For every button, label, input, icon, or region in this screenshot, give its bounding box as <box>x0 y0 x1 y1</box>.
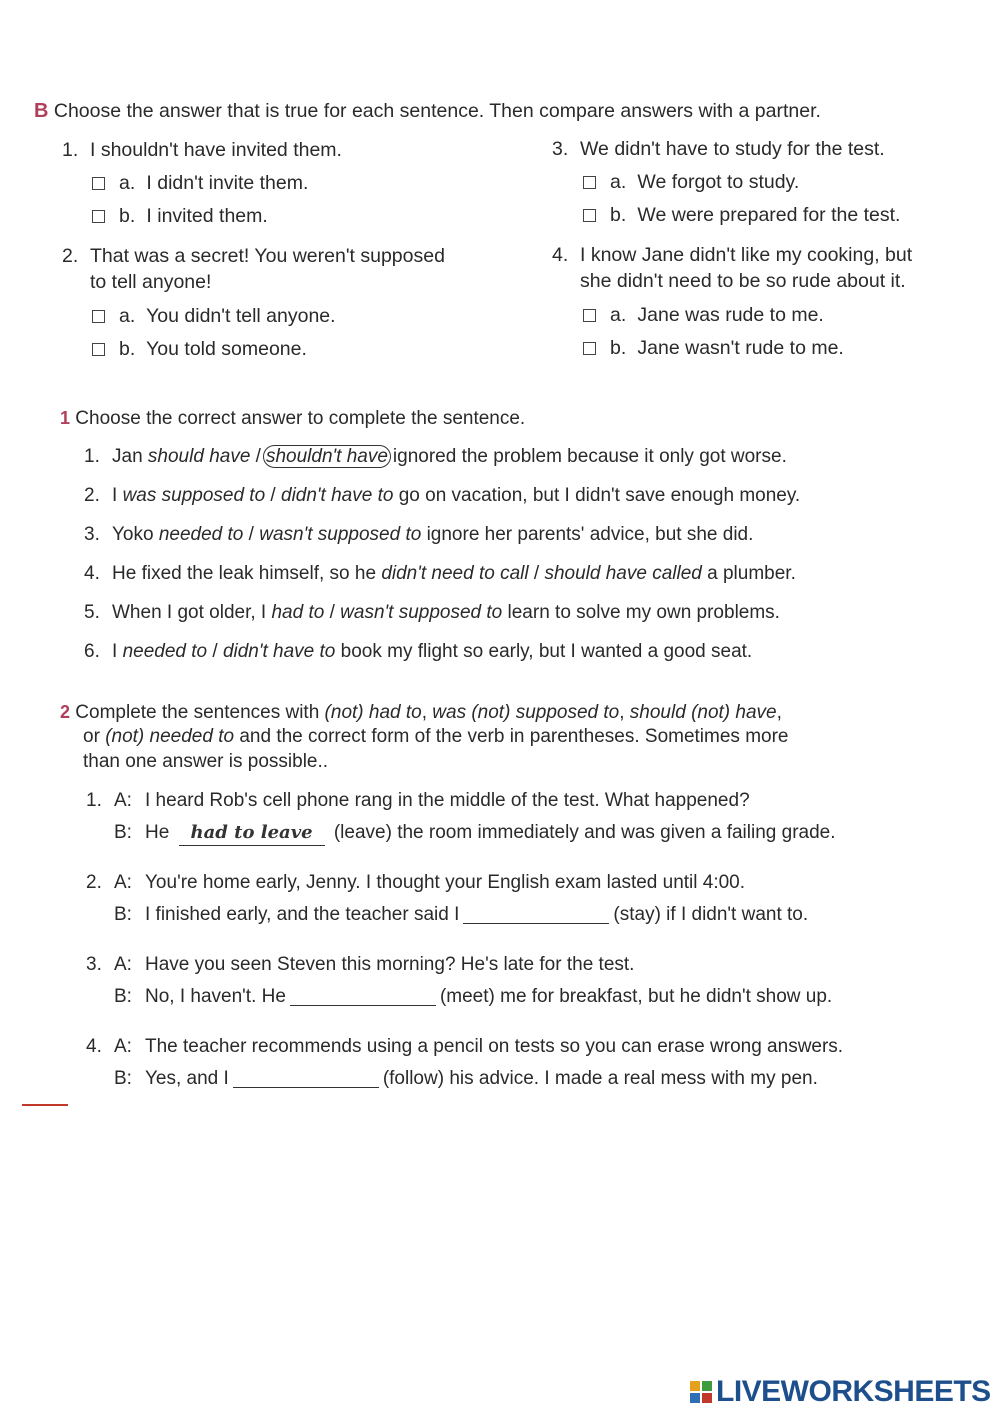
option-1[interactable]: should have <box>147 446 251 467</box>
s1-item-2: 2. I was supposed to / didn't have to go on vacation, but I didn't save enough money. <box>84 485 801 506</box>
checkbox[interactable] <box>92 310 105 323</box>
option-2[interactable]: didn't have to <box>281 485 394 506</box>
section-2-instruction-line1: 2 Complete the sentences with (not) had to, was (not) supposed to, should (not) have, <box>60 702 782 723</box>
liveworksheets-logo: LIVEWORKSHEETS <box>690 1375 991 1409</box>
b-item-1-option-a[interactable]: a. I didn't invite them. <box>92 171 308 195</box>
option-1[interactable]: had to <box>271 602 325 623</box>
s1-item-6: 6. I needed to / didn't have to book my flight so early, but I wanted a good seat. <box>84 641 753 662</box>
b-item-3-option-b[interactable]: b. We were prepared for the test. <box>583 203 900 227</box>
checkbox[interactable] <box>583 176 596 189</box>
b-item-4-option-b[interactable]: b. Jane wasn't rude to me. <box>583 336 844 360</box>
b-item-1-question: 1. I shouldn't have invited them. <box>62 139 342 161</box>
s2-item-2-a: 2. A: You're home early, Jenny. I thought your English exam lasted until 4:00. <box>86 872 746 893</box>
section-b-letter: B <box>34 100 49 122</box>
option-2[interactable]: wasn't supposed to <box>259 524 422 545</box>
checkbox[interactable] <box>583 342 596 355</box>
s1-item-3: 3. Yoko needed to / wasn't supposed to ignore her parents' advice, but she did. <box>84 524 754 545</box>
checkbox[interactable] <box>583 309 596 322</box>
b-item-2-option-a[interactable]: a. You didn't tell anyone. <box>92 304 336 328</box>
s2-item-3-b: B: No, I haven't. He (meet) me for breakfast, but he didn't show up. <box>114 986 833 1007</box>
checkbox[interactable] <box>92 177 105 190</box>
checkbox[interactable] <box>583 209 596 222</box>
option-2[interactable]: should have called <box>544 563 702 584</box>
section-1-number: 1 <box>60 408 71 428</box>
answer-field-filled[interactable]: had to leave <box>179 821 325 846</box>
s2-item-3-a: 3. A: Have you seen Steven this morning? He's late for the test. <box>86 954 635 975</box>
s2-item-1-a: 1. A: I heard Rob's cell phone rang in the middle of the test. What happened? <box>86 790 750 811</box>
answer-field[interactable] <box>463 903 609 924</box>
b-item-1-option-b[interactable]: b. I invited them. <box>92 204 268 228</box>
s2-item-4-a: 4. A: The teacher recommends using a pencil on tests so you can erase wrong answers. <box>86 1036 844 1057</box>
margin-mark <box>22 1104 68 1106</box>
b-item-2-option-b[interactable]: b. You told someone. <box>92 337 307 361</box>
option-1[interactable]: was supposed to <box>122 485 266 506</box>
option-2[interactable]: wasn't supposed to <box>340 602 503 623</box>
option-1[interactable]: didn't need to call <box>381 563 529 584</box>
option-1[interactable]: needed to <box>122 641 208 662</box>
s1-item-5: 5. When I got older, I had to / wasn't supposed to learn to solve my own problems. <box>84 602 780 623</box>
b-item-4-question-line2: she didn't need to be so rude about it. <box>580 270 906 292</box>
s2-item-1-b: B: He had to leave (leave) the room immediately and was given a failing grade. <box>114 821 836 846</box>
b-item-2-question-line2: to tell anyone! <box>90 271 212 293</box>
section-2-instruction-line2: or (not) needed to and the correct form of the verb in parentheses. Sometimes more <box>83 726 789 747</box>
option-2-circled[interactable]: shouldn't have <box>263 445 391 468</box>
checkbox[interactable] <box>92 210 105 223</box>
b-item-4-option-a[interactable]: a. Jane was rude to me. <box>583 303 824 327</box>
b-item-3-option-a[interactable]: a. We forgot to study. <box>583 170 799 194</box>
answer-field[interactable] <box>290 985 436 1006</box>
section-1-instruction: 1 Choose the correct answer to complete the sentence. <box>60 408 526 429</box>
section-b-instruction: B Choose the answer that is true for each sentence. Then compare answers with a partner. <box>34 100 821 122</box>
answer-field[interactable] <box>233 1067 379 1088</box>
s2-item-4-b: B: Yes, and I (follow) his advice. I made a real mess with my pen. <box>114 1068 818 1089</box>
b-item-3-question: 3. We didn't have to study for the test. <box>552 138 885 160</box>
s1-item-4: 4. He fixed the leak himself, so he didn't need to call / should have called a plumber. <box>84 563 796 584</box>
option-1[interactable]: needed to <box>158 524 244 545</box>
option-2[interactable]: didn't have to <box>222 641 336 662</box>
b-item-2-question: 2. That was a secret! You weren't supposed <box>62 245 445 267</box>
section-2-instruction-line3: than one answer is possible.. <box>83 751 329 772</box>
s2-item-2-b: B: I finished early, and the teacher said I (stay) if I didn't want to. <box>114 904 809 925</box>
checkbox[interactable] <box>92 343 105 356</box>
b-item-4-question: 4. I know Jane didn't like my cooking, but <box>552 244 913 266</box>
section-2-number: 2 <box>60 702 71 722</box>
logo-grid-icon <box>690 1381 712 1403</box>
s1-item-1: 1. Jan should have / shouldn't have ignored the problem because it only got worse. <box>84 446 787 467</box>
